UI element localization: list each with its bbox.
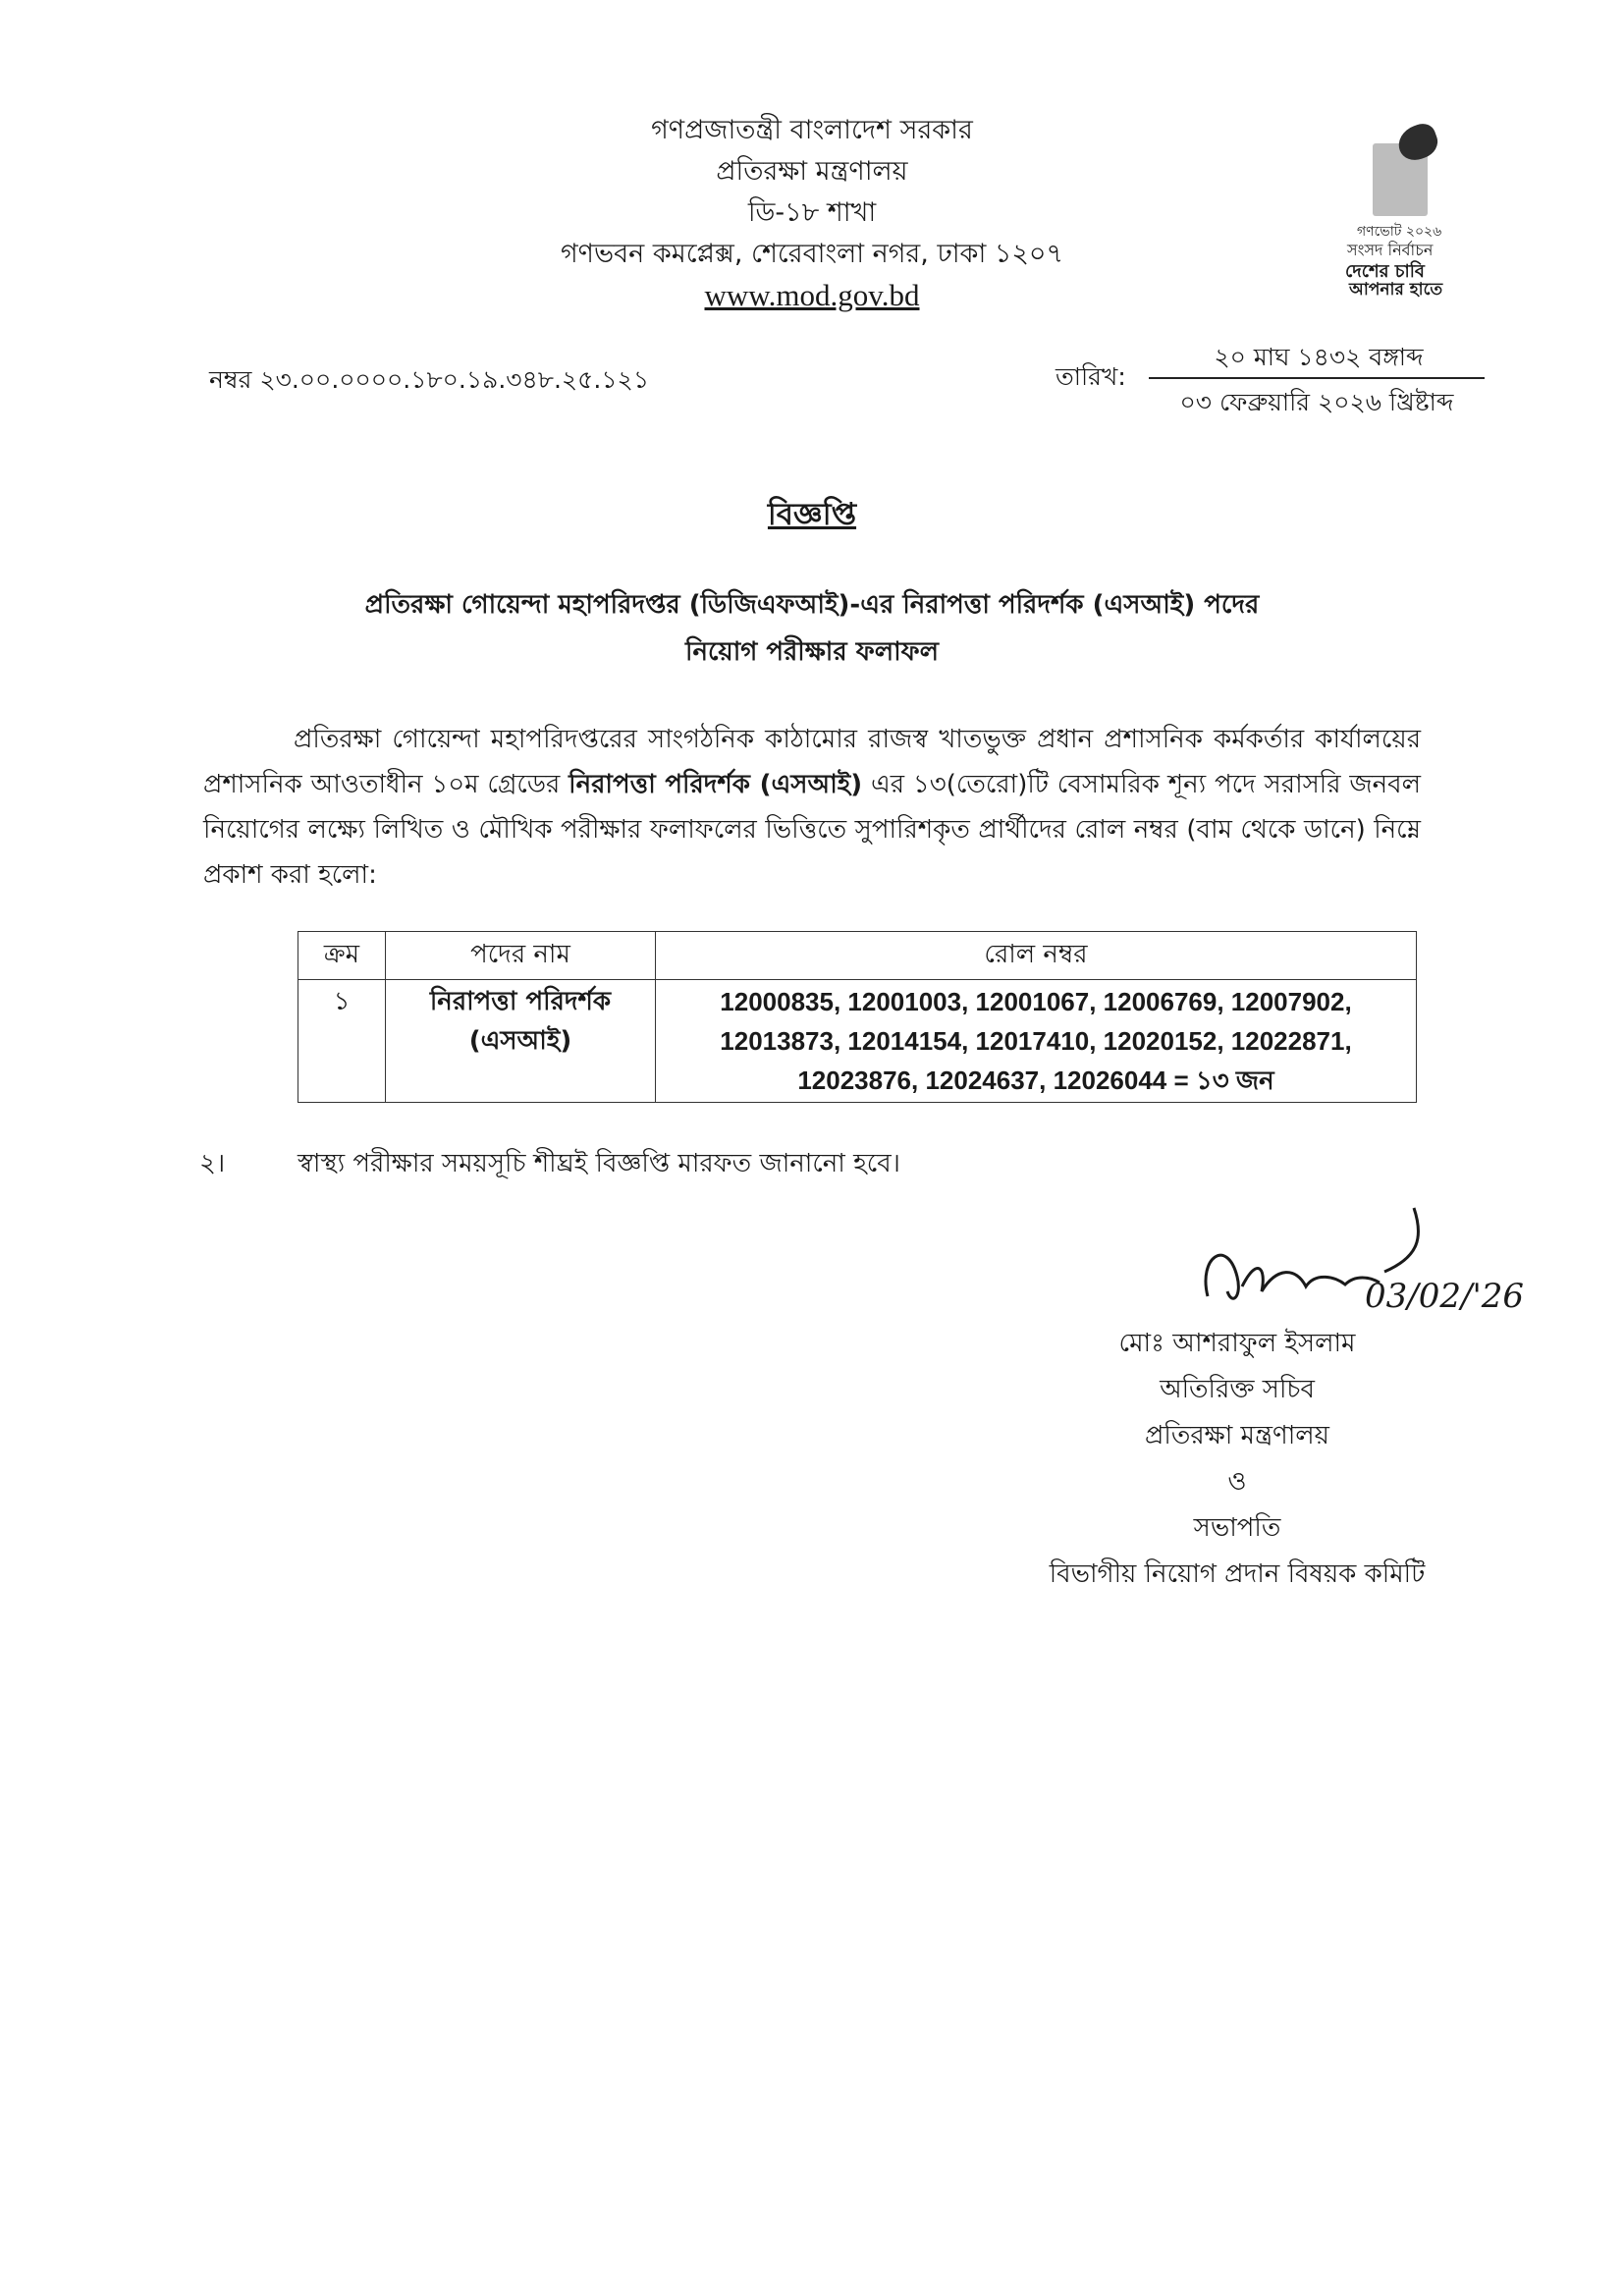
notice-title: বিজ্ঞপ্তি <box>767 497 857 532</box>
date-label: তারিখ: <box>1056 362 1126 391</box>
website-link[interactable]: www.mod.gov.bd <box>704 278 920 312</box>
notice-subject <box>196 581 1428 676</box>
date-english: ০৩ ফেব্রুয়ারি ২০২৬ খ্রিষ্টাব্দ <box>1179 388 1454 416</box>
header-post: পদের নাম <box>386 932 656 980</box>
date-divider <box>1149 377 1485 379</box>
ministry-name: প্রতিরক্ষা মন্ত্রণালয় <box>716 156 908 187</box>
signatory-and: ও <box>1227 1467 1247 1497</box>
post-line-2: (এসআই) <box>468 1026 572 1056</box>
cell-post <box>386 980 656 1103</box>
logo-text-slogan-1: দেশের চাবি <box>1345 261 1425 282</box>
cell-serial: ১ <box>298 980 386 1103</box>
logo-text-slogan-2: আপনার হাতে <box>1349 280 1443 300</box>
cell-rolls <box>656 980 1417 1103</box>
notice-body <box>203 717 1421 898</box>
item-2-text: স্বাস্থ্য পরীক্ষার সময়সূচি শীঘ্রই বিজ্ঞপ্তি মারফত জানানো হবে। <box>298 1149 900 1178</box>
body-text-part-1: প্রতিরক্ষা গোয়েন্দা মহাপরিদপ্তরের সাংগঠনিক কাঠামোর রাজস্ব খাতভুক্ত প্রধান প্রশাসনিক কর্মকর্তার কার্যালয়ের প্রশাসনিক আওতাধীন ১০ম গ্রেডের <box>203 725 1421 799</box>
branch-name: ডি-১৮ শাখা <box>747 197 877 228</box>
header-roll: রোল নম্বর <box>656 932 1417 980</box>
signatory-role: সভাপতি <box>1193 1513 1281 1543</box>
item-2-number: ২। <box>199 1149 226 1178</box>
signatory-ministry: প্রতিরক্ষা মন্ত্রণালয় <box>1145 1421 1329 1450</box>
letterhead <box>419 110 1205 316</box>
subject-line-2: নিয়োগ পরীক্ষার ফলাফল <box>685 637 939 667</box>
logo-text-referendum: গণভোট ২০২৬ <box>1357 224 1442 240</box>
table-row <box>298 980 1417 1103</box>
office-address: গণভবন কমপ্লেক্স, শেরেবাংলা নগর, ঢাকা ১২০৭ <box>560 239 1064 269</box>
logo-text-election: সংসদ নির্বাচন <box>1347 241 1434 259</box>
subject-line-1: প্রতিরক্ষা গোয়েন্দা মহাপরিদপ্তর (ডিজিএফআই)-এর নিরাপত্তা পরিদর্শক (এসআই) পদের <box>364 590 1260 620</box>
signatory-committee: বিভাগীয় নিয়োগ প্রদান বিষয়ক কমিটি <box>1049 1559 1426 1589</box>
rolls-line-3: 12023876, 12024637, 12026044 = ১৩ জন <box>797 1066 1274 1095</box>
election-logo <box>1335 126 1492 300</box>
body-text-part-2: এর ১৩(তেরো)টি বেসামরিক শূন্য পদে সরাসরি জনবল নিয়োগের লক্ষ্যে লিখিত ও মৌখিক পরীক্ষার ফলাফলের ভিত্তিতে সুপারিশকৃত প্রার্থীদের রোল নম্বর (বাম থেকে ডানে) নিম্নে প্রকাশ করা হলো: <box>203 770 1421 890</box>
signature-date: 03/02/'26 <box>1365 1277 1525 1316</box>
signatory-block <box>962 1321 1512 1598</box>
memo-number: নম্বর ২৩.০০.০০০০.১৮০.১৯.৩৪৮.২৫.১২১ <box>209 365 650 394</box>
table-header-row <box>298 932 1417 980</box>
date-bangla: ২০ মাঘ ১৪৩২ বঙ্গাব্দ <box>1214 343 1424 371</box>
signatory-name: মোঃ আশরাফুল ইসলাম <box>1118 1329 1356 1358</box>
results-table <box>298 931 1417 1103</box>
header-serial: ক্রম <box>298 932 386 980</box>
government-name: গণপ্রজাতন্ত্রী বাংলাদেশ সরকার <box>651 115 973 145</box>
rolls-line-1: 12000835, 12001003, 12001067, 12006769, 12007902, <box>720 987 1352 1016</box>
signatory-designation: অতিরিক্ত সচিব <box>1160 1375 1315 1404</box>
rolls-line-2: 12013873, 12014154, 12017410, 12020152, 12022871, <box>720 1026 1352 1056</box>
body-post-name: নিরাপত্তা পরিদর্শক (এসআই) <box>568 770 863 799</box>
post-line-1: নিরাপত্তা পরিদর্শক <box>429 987 612 1016</box>
